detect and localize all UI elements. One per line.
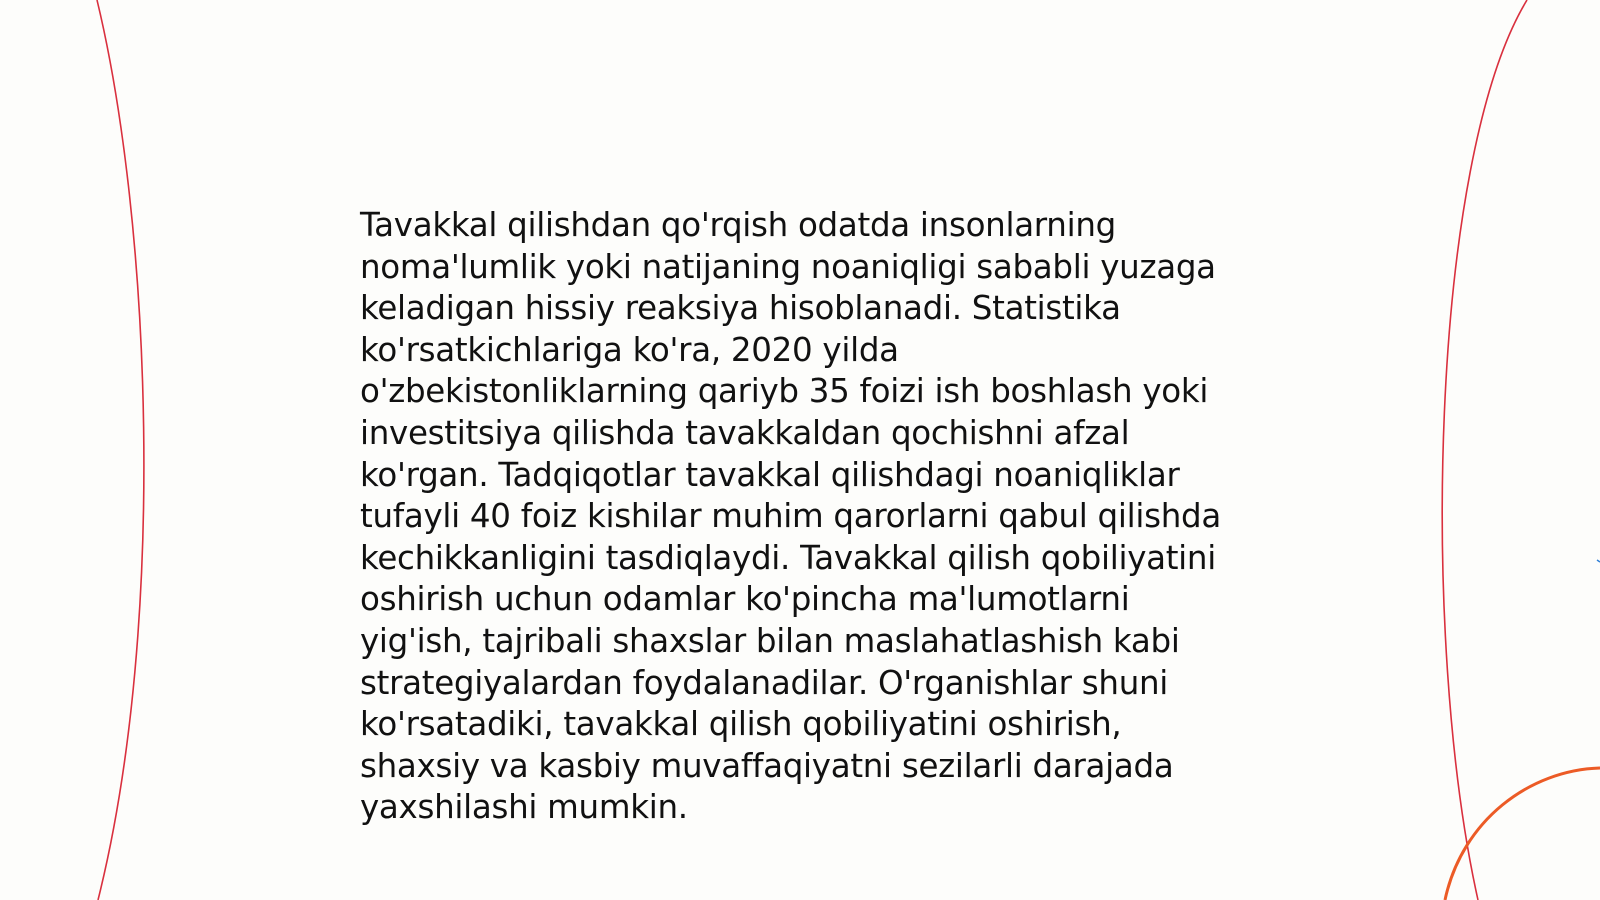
paragraph-line: o'zbekistonliklarning qariyb 35 foizi ish boshlash yoki [360, 372, 1209, 411]
right-curve-line [1442, 0, 1527, 900]
paragraph-line: strategiyalardan foydalanadilar. O'rganishlar shuni [360, 663, 1169, 702]
paragraph-line: ko'rgan. Tadqiqotlar tavakkal qilishdagi noaniqliklar [360, 455, 1180, 494]
paragraph-line: oshirish uchun odamlar ko'pincha ma'lumotlarni [360, 580, 1130, 619]
paragraph-line: tufayli 40 foiz kishilar muhim qarorlarni qabul qilishda [360, 497, 1221, 536]
paragraph-line: shaxsiy va kasbiy muvaffaqiyatni sezilarli darajada [360, 746, 1174, 785]
paragraph-line: kechikkanligini tasdiqlaydi. Tavakkal qilish qobiliyatini [360, 538, 1216, 577]
paragraph-line: noma'lumlik yoki natijaning noaniqligi sababli yuzaga [360, 247, 1216, 286]
paragraph-line: investitsiya qilishda tavakkaldan qochishni afzal [360, 413, 1130, 452]
paragraph-line: keladigan hissiy reaksiya hisoblanadi. Statistika [360, 289, 1121, 328]
paragraph-line: yaxshilashi mumkin. [360, 788, 688, 827]
left-curve-line [97, 0, 144, 900]
body-paragraph [360, 205, 1250, 829]
paragraph-line: Tavakkal qilishdan qo'rqish odatda insonlarning [360, 206, 1116, 244]
orange-arc [1445, 768, 1600, 900]
paragraph-line: ko'rsatkichlariga ko'ra, 2020 yilda [360, 330, 899, 369]
paragraph-line: yig'ish, tajribali shaxslar bilan maslahatlashish kabi [360, 621, 1180, 660]
paragraph-line: ko'rsatadiki, tavakkal qilish qobiliyatini oshirish, [360, 705, 1122, 744]
